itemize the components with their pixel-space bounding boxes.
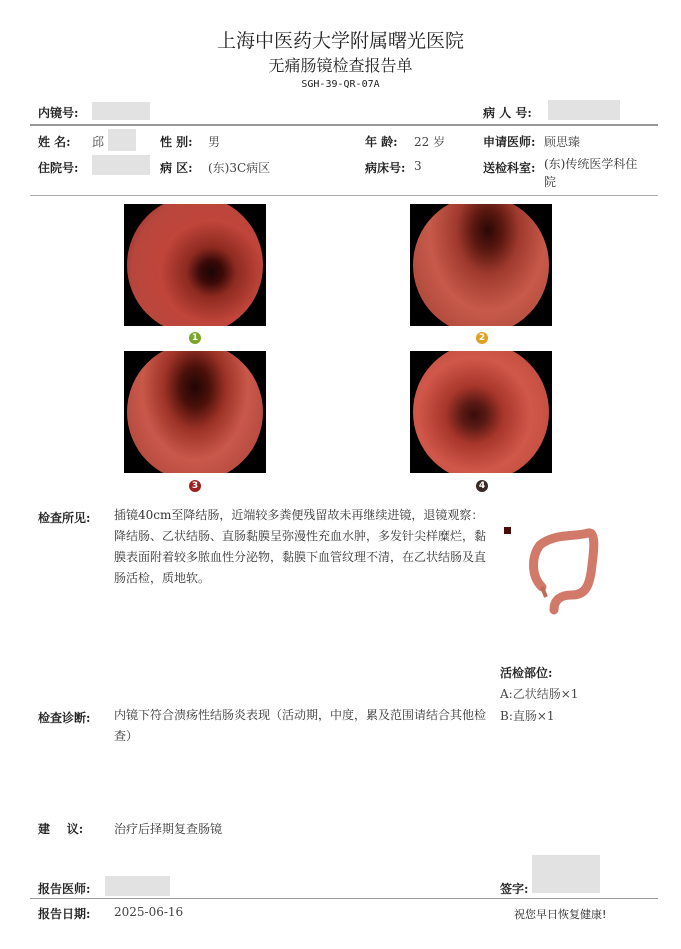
ward-label: 病 区: — [160, 161, 193, 175]
diagnosis-text: 内镜下符合溃疡性结肠炎表现（活动期，中度，累及范围请结合其他检查） — [114, 708, 487, 743]
divider — [30, 898, 658, 899]
form-code: SGH-39-QR-07A — [301, 79, 380, 90]
redacted-endoscope-no — [92, 102, 150, 120]
wish-text: 祝您早日恢复健康! — [514, 908, 607, 921]
inpatient-label: 住院号: — [38, 161, 79, 175]
image-number-3: 3 — [189, 480, 201, 492]
signature-label: 签字: — [500, 882, 529, 896]
biopsy-item-b: B:直肠×1 — [500, 709, 555, 723]
gender-value: 男 — [208, 135, 221, 149]
doctor-label: 申请医师: — [483, 135, 536, 149]
name-label: 姓 名: — [38, 135, 71, 149]
redacted-inpatient-no — [92, 155, 150, 175]
doctor-value: 顾思臻 — [544, 135, 581, 149]
endoscopy-image-2 — [410, 204, 552, 326]
suggestion-text: 治疗后择期复查肠镜 — [114, 822, 223, 836]
redacted-patient-no — [548, 100, 620, 120]
hospital-name: 上海中医药大学附属曙光医院 — [216, 30, 464, 52]
redacted-name — [108, 129, 136, 151]
marker-square — [504, 527, 511, 534]
bed-label: 病床号: — [365, 161, 406, 175]
dept-label: 送检科室: — [483, 161, 536, 175]
biopsy-label: 活检部位: — [500, 666, 553, 680]
bed-value: 3 — [414, 159, 422, 173]
reporter-label: 报告医师: — [38, 882, 91, 896]
ward-value: (东)3C病区 — [208, 161, 271, 175]
diagnosis-label: 检查诊断: — [38, 711, 91, 725]
name-value: 邱 — [92, 135, 105, 149]
report-title: 无痛肠镜检查报告单 — [268, 56, 413, 75]
date-value: 2025-06-16 — [114, 905, 184, 919]
endoscopy-image-4 — [410, 351, 552, 473]
dept-value: (东)传统医学科住院 — [544, 157, 638, 189]
findings-text: 插镜40cm至降结肠，近端较多粪便残留故未再继续进镜，退镜观察：降结肠、乙状结肠、直肠黏膜呈弥漫性充血水肿，多发针尖样糜烂，黏膜表面附着较多脓血性分泌物，黏膜下血管纹理不清，在乙状结肠及直肠活检，质地软。 — [114, 508, 487, 585]
image-number-1: 1 — [189, 332, 201, 344]
endoscopy-image-3 — [124, 351, 266, 473]
endoscope-no-label: 内镜号: — [38, 106, 79, 120]
age-value: 22 岁 — [414, 135, 446, 149]
redacted-signature — [532, 855, 600, 893]
image-number-2: 2 — [476, 332, 488, 344]
gender-label: 性 别: — [160, 135, 193, 149]
age-label: 年 龄: — [365, 135, 398, 149]
biopsy-item-a: A:乙状结肠×1 — [500, 687, 579, 701]
divider — [30, 195, 658, 196]
endoscopy-image-1 — [124, 204, 266, 326]
image-number-4: 4 — [476, 480, 488, 492]
colon-diagram — [520, 525, 605, 620]
divider — [30, 124, 658, 126]
redacted-reporter — [105, 876, 170, 896]
patient-no-label: 病 人 号: — [483, 106, 532, 120]
suggestion-label: 建 议: — [38, 822, 84, 836]
date-label: 报告日期: — [38, 907, 91, 921]
findings-label: 检查所见: — [38, 511, 91, 525]
